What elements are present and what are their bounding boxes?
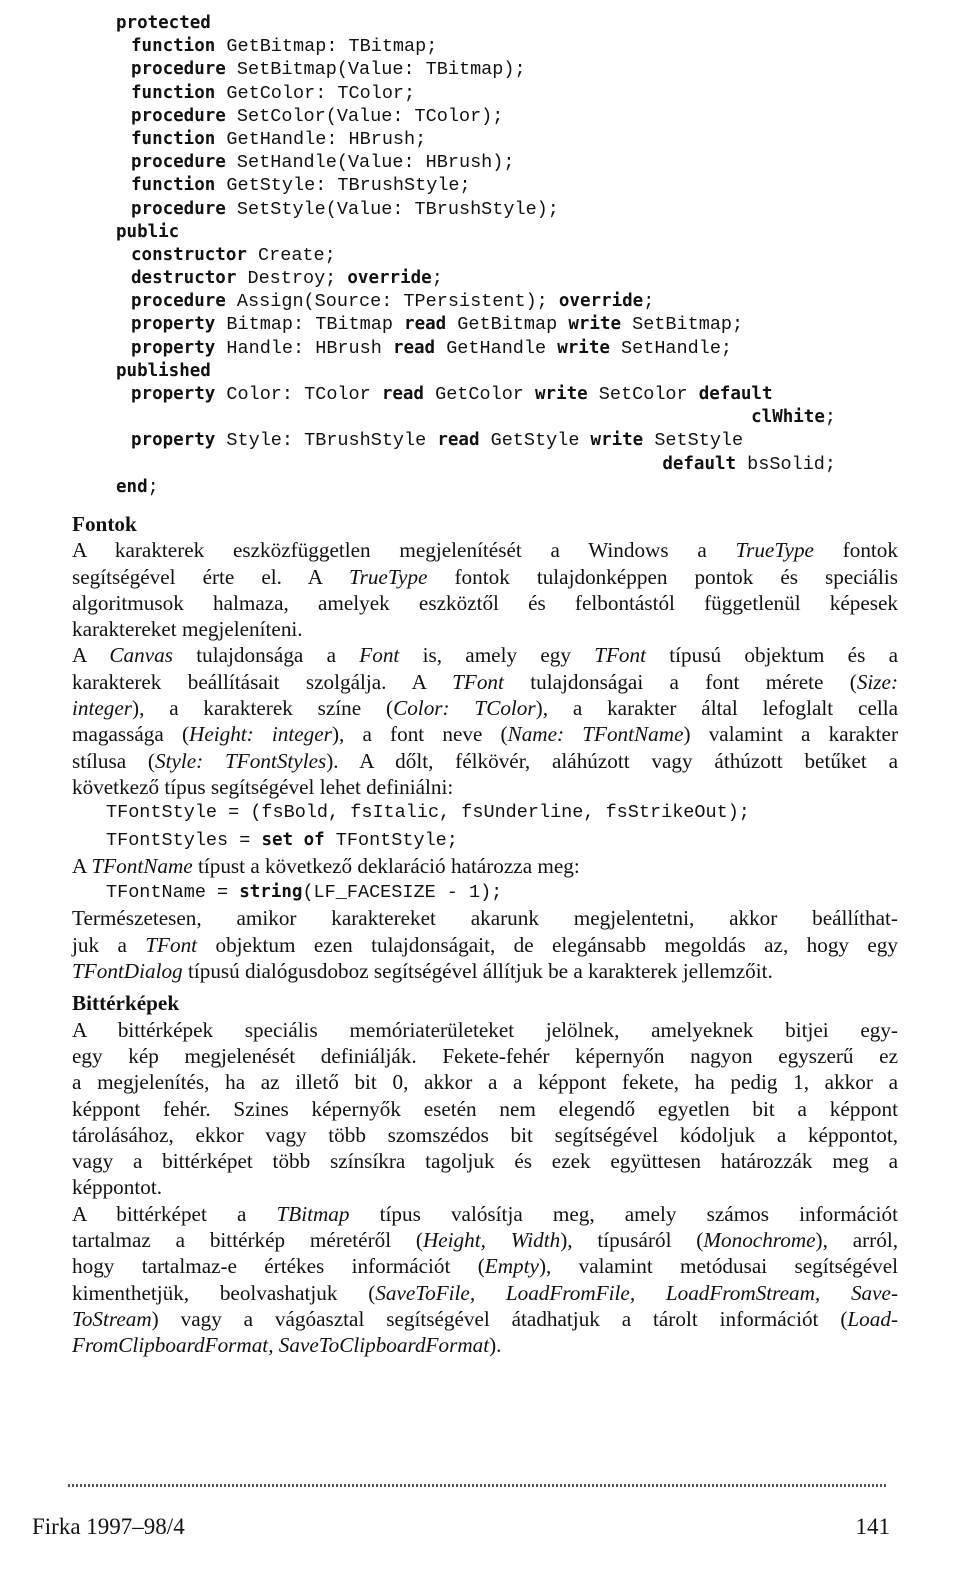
code-text: TFontStyle = (fsBold, fsItalic, fsUnderline, fsStrikeOut); (106, 802, 750, 824)
paragraph (72, 1017, 898, 1201)
text-run: karaktereket megjeleníteni. (72, 617, 303, 642)
code-keyword: function (131, 36, 216, 57)
paragraph (72, 537, 898, 642)
code-keyword: write (557, 337, 610, 358)
code-text: TFontName = (106, 882, 240, 904)
text-run: ), a karakter által lefoglalt cella (535, 696, 898, 721)
text-line (72, 564, 898, 590)
italic-term: Height, Width (422, 1228, 561, 1253)
code-keyword: function (131, 128, 216, 149)
code-text: ; (824, 407, 836, 429)
text-run: karakterek beállításait szolgálja. A (72, 669, 453, 694)
text-run: Természetesen, amikor karaktereket akarunk megjelentetni, akkor beállíthat- (72, 906, 898, 931)
code-line (116, 453, 916, 476)
text-run: hogy tartalmaz-e értékes információt ( (72, 1254, 485, 1279)
text-run: juk a (72, 932, 146, 957)
text-line (72, 958, 898, 984)
italic-term: Font (359, 643, 400, 668)
section-heading: Fontok (72, 512, 137, 536)
code-text: ; (147, 476, 159, 498)
italic-term: FromClipboardFormat, SaveToClipboardFormat (72, 1333, 490, 1358)
code-keyword: string (239, 882, 303, 903)
code-text: ; (431, 268, 443, 290)
code-keyword: read (392, 337, 436, 358)
code-keyword: property (131, 314, 216, 335)
code-keyword: procedure (131, 198, 226, 219)
code-line (116, 58, 916, 81)
italic-term: ToStream (72, 1306, 152, 1331)
italic-term: Style: TFontStyles (155, 748, 327, 773)
text-line (72, 669, 898, 695)
italic-term: Load- (847, 1306, 898, 1331)
text-line (72, 1017, 898, 1043)
italic-term: TFontName (91, 853, 193, 878)
italic-term: TFont (452, 669, 504, 694)
code-keyword: default (698, 384, 773, 404)
italic-term: TFont (594, 643, 647, 668)
text-line (72, 616, 898, 642)
code-keyword: function (131, 82, 216, 103)
text-line (72, 1122, 898, 1148)
italic-term: SaveToFile, LoadFromFile, LoadFromStream, Save- (375, 1280, 898, 1305)
text-run: egy kép megjelenését definiálják. Fekete-fehér képernyőn nagyon egyszerű ez (72, 1043, 898, 1068)
text-run: a megjelenítés, ha az illető bit 0, akkor a a képpont fekete, ha pedig 1, akkor a (72, 1070, 898, 1095)
code-keyword: procedure (131, 291, 226, 312)
text-line (72, 1306, 898, 1332)
code-keyword: override (558, 291, 644, 312)
code-text: Color: TColor (215, 384, 382, 405)
code-keyword: read (437, 430, 480, 451)
paragraph (72, 853, 898, 879)
text-line (72, 1253, 898, 1279)
code-keyword: set of (261, 829, 325, 850)
text-run: ), arról, (815, 1228, 898, 1253)
page-number: 141 (855, 1514, 890, 1539)
text-run: ), a font neve ( (331, 722, 508, 747)
code-text: SetBitmap; (621, 314, 744, 336)
text-line (72, 1174, 898, 1200)
text-line (72, 695, 898, 721)
code-line (116, 383, 916, 406)
footer-rule (68, 1484, 888, 1487)
text-run: vagy a bittérképet több színsíkra tagoljuk és ezek együttesen határozzák meg a (72, 1149, 898, 1174)
text-run: magassága ( (72, 722, 190, 747)
code-line (116, 313, 916, 336)
code-line (116, 174, 916, 197)
code-text: TFontStyle; (324, 829, 458, 851)
code-keyword: destructor (131, 268, 237, 289)
italic-term: Height: integer (189, 722, 332, 747)
code-keyword: published (116, 360, 211, 381)
text-line (72, 537, 898, 563)
italic-term: Empty (484, 1254, 539, 1279)
text-run: algoritmusok halmaza, amelyek eszköztől és felbontástól függetlenül képesek (72, 590, 898, 615)
code-keyword: write (568, 314, 621, 335)
code-keyword: procedure (131, 152, 226, 173)
code-text: SetHandle(Value: HBrush); (225, 152, 515, 174)
text-run: A (72, 643, 110, 668)
code-text: GetBitmap: TBitmap; (215, 36, 438, 58)
text-line (72, 1332, 898, 1358)
code-keyword: function (131, 175, 216, 196)
code-text: GetStyle (479, 430, 591, 452)
text-run: típusú dialógusdoboz segítségével állítjuk be a karakterek jellemzőit. (182, 959, 773, 984)
text-run: képpontot. (72, 1175, 163, 1200)
italic-term: TBitmap (276, 1201, 350, 1226)
code-text: GetHandle: HBrush; (215, 128, 427, 150)
text-run: ), típusáról ( (560, 1228, 704, 1253)
footer-journal: Firka 1997–98/4 (32, 1514, 185, 1539)
code-text: Destroy; (236, 268, 348, 290)
code-line (116, 198, 916, 221)
code-text: SetColor(Value: TColor); (225, 105, 504, 127)
text-line (72, 1280, 898, 1306)
code-block (116, 12, 916, 499)
code-text: Create; (246, 244, 336, 266)
italic-term: TFontDialog (72, 959, 183, 984)
text-line (72, 905, 898, 931)
text-line (72, 721, 898, 747)
text-run: A karakterek eszközfüggetlen megjelenítését a Windows a (72, 538, 736, 563)
italic-term: TrueType (348, 564, 428, 589)
paragraph (72, 1201, 898, 1359)
text-run: objektum ezen tulajdonságait, de elegánsabb megoldás az, hogy egy (197, 932, 898, 957)
text-run: típus valósítja meg, amely számos információt (349, 1201, 898, 1226)
text-line (72, 748, 898, 774)
code-keyword: read (381, 384, 424, 404)
code-text: SetColor (587, 384, 699, 405)
paragraph (72, 642, 898, 800)
code-line (116, 290, 916, 313)
code-line (116, 429, 916, 452)
code-text: Handle: HBrush (215, 337, 393, 359)
italic-term: integer (72, 696, 133, 721)
code-line (116, 221, 916, 244)
text-line (72, 853, 898, 879)
italic-term: Size: (856, 669, 898, 694)
code-line (116, 82, 916, 105)
code-line (116, 244, 916, 267)
text-run: tárolásához, ekkor vagy több szomszédos bit segítségével kódoljuk a képpontot, (72, 1122, 898, 1147)
code-line (116, 267, 916, 290)
code-keyword: property (131, 337, 216, 358)
code-keyword: read (404, 314, 447, 335)
code-keyword: write (590, 430, 644, 451)
code-text: GetColor (423, 384, 536, 405)
text-run: ). A dőlt, félkövér, aláhúzott vagy áthúzott betűket a (326, 748, 898, 773)
code-line (116, 406, 916, 429)
text-run: tulajdonsága a (172, 643, 360, 668)
code-keyword: procedure (131, 59, 226, 80)
code-keyword: override (347, 268, 432, 289)
code-keyword: write (535, 384, 588, 404)
paragraph (72, 905, 898, 984)
text-line (72, 1201, 898, 1227)
text-run: A (72, 853, 92, 878)
text-run: típust a következő deklaráció határozza meg: (192, 853, 580, 878)
text-run: ), valamint metódusai segítségével (538, 1254, 898, 1279)
italic-term: Color: TColor (393, 696, 536, 721)
code-text: GetStyle: TBrushStyle; (215, 175, 471, 197)
code-text: Assign(Source: TPersistent); (225, 291, 559, 313)
text-run: típusú objektum és a (646, 643, 898, 668)
code-keyword: property (131, 430, 216, 451)
text-run: is, amely egy (399, 643, 595, 668)
text-run: A bittérképek speciális memóriaterületeket jelölnek, amelyeknek bitjei egy- (72, 1017, 898, 1042)
code-text: GetBitmap (446, 314, 569, 336)
code-keyword: procedure (131, 105, 226, 126)
text-line (72, 1227, 898, 1253)
code-text: GetHandle (435, 337, 558, 359)
text-run: segítségével érte el. A (72, 564, 349, 589)
code-text: ; (643, 291, 655, 313)
code-keyword: end (116, 476, 148, 497)
text-line (72, 1148, 898, 1174)
code-line (116, 151, 916, 174)
text-run: tartalmaz a bittérkép méretéről ( (72, 1228, 423, 1253)
text-run: képpont fehér. Szines képernyők esetén nem elegendő egyetlen bit a képpont (72, 1096, 898, 1121)
text-line (72, 932, 898, 958)
code-text: SetStyle (643, 430, 744, 452)
code-keyword: protected (116, 13, 211, 33)
code-text: SetStyle(Value: TBrushStyle); (225, 198, 559, 220)
code-line (72, 800, 898, 826)
code-keyword: public (116, 221, 180, 242)
text-run: stílusa ( (72, 748, 155, 773)
code-keyword: clWhite (751, 407, 825, 428)
code-text: Bitmap: TBitmap (215, 314, 405, 336)
text-run: ), a karakterek színe ( (132, 696, 394, 721)
text-run: tulajdonságai a font mérete ( (503, 669, 857, 694)
code-text: (LF_FACESIZE - 1); (302, 882, 503, 904)
text-line (72, 774, 898, 800)
code-text: Style: TBrushStyle (215, 430, 438, 452)
italic-term: TrueType (735, 538, 814, 563)
text-line (72, 1069, 898, 1095)
text-run: A bittérképet a (72, 1201, 277, 1226)
code-text: SetHandle; (609, 337, 733, 359)
text-run: fontok (813, 538, 898, 563)
italic-term: Name: TFontName (507, 722, 684, 747)
code-line (116, 128, 916, 151)
code-line (116, 476, 916, 499)
text-run: fontok tulajdonképpen pontok és speciális (427, 564, 898, 589)
text-line (72, 1043, 898, 1069)
text-line (72, 642, 898, 668)
code-text: SetBitmap(Value: TBitmap); (225, 59, 526, 81)
italic-term: Monochrome (703, 1228, 816, 1253)
italic-term: Canvas (109, 643, 173, 668)
code-line (72, 879, 898, 905)
section-heading: Bittérképek (72, 991, 180, 1016)
text-run: ) vagy a vágóasztal segítségével átadhatjuk a tárolt információt ( (151, 1306, 848, 1331)
text-run: ). (489, 1333, 502, 1358)
article-body (72, 505, 898, 1359)
code-text: TFontStyles = (106, 829, 262, 851)
code-keyword: default (662, 453, 737, 474)
text-run: kimenthetjük, beolvashatjuk ( (72, 1280, 376, 1305)
text-run: ) valamint a karakter (683, 722, 899, 747)
text-line (72, 590, 898, 616)
text-line (72, 1096, 898, 1122)
italic-term: TFont (145, 932, 198, 957)
code-line (116, 35, 916, 58)
code-text: GetColor: TColor; (215, 82, 416, 104)
code-line (116, 12, 916, 35)
text-run: következő típus segítségével lehet definiálni: (72, 774, 454, 799)
code-line (116, 105, 916, 128)
code-line (116, 337, 916, 360)
code-line (116, 360, 916, 383)
code-text: bsSolid; (736, 453, 836, 475)
code-line (72, 827, 898, 853)
code-keyword: constructor (131, 244, 247, 265)
code-keyword: property (131, 384, 216, 404)
